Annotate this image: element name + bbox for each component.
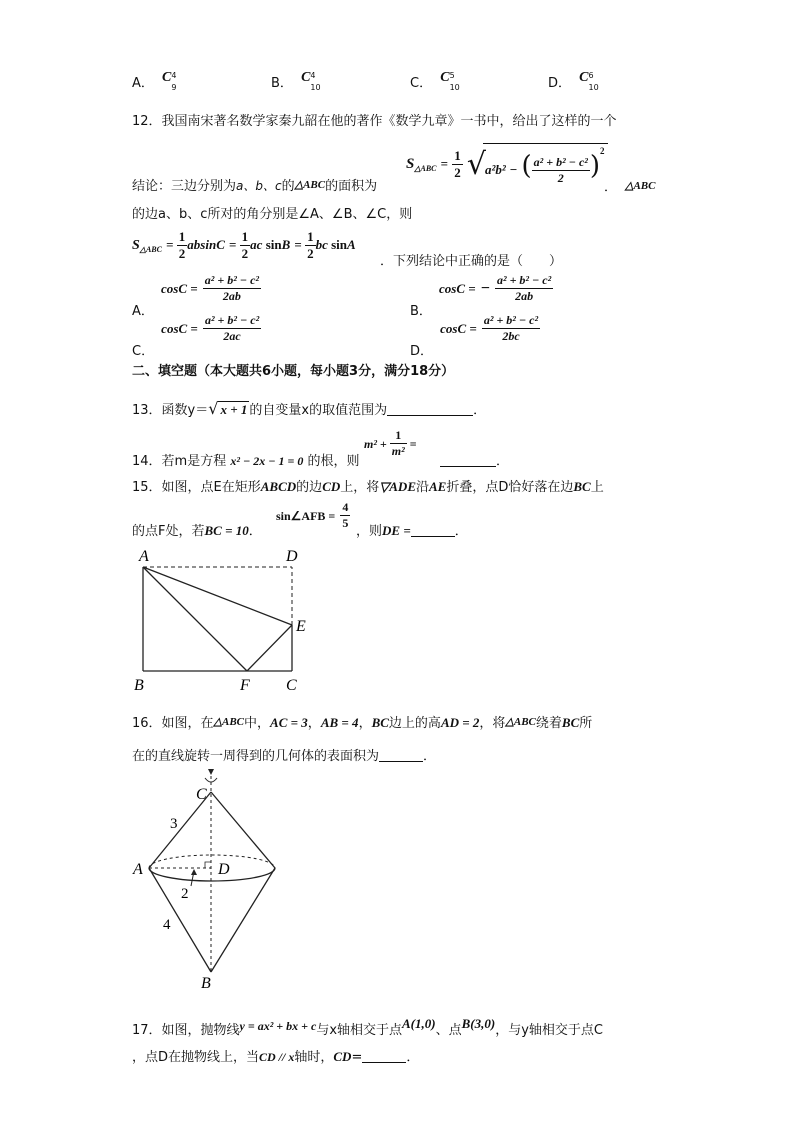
q17-line2: ，点D在抛物线上，当CD // x轴时，CD= ． xyxy=(132,1049,420,1065)
q14: 14．若m是方程 x² − 2x − 1 = 0 的根，则 xyxy=(132,454,360,469)
label-d: D xyxy=(218,861,230,878)
q12-heron-formula: $S_{\triangle ABC}$ = $\frac{1}{2}$ √a²b² − ( $\frac{\text{a² + b² − c²}}{2}$ )$^2$ xyxy=(406,143,608,186)
q15-line1: 15．如图，点E在矩形ABCD的边CD上，将▽ADE沿AE折叠，点D恰好落在边BC上 xyxy=(132,479,604,495)
q15-line2-end: ，则DE = ． xyxy=(356,523,468,539)
q11-option-c: C． C 5 10 xyxy=(410,70,460,92)
q12-option-d: $_{D.}$ cosC = $\frac{\text{a² + b² − c²}}{2bc}$ xyxy=(410,313,539,359)
pointer-head-icon xyxy=(191,869,197,875)
q14-blank: ． xyxy=(440,450,509,469)
label-ab-length: 4 xyxy=(163,917,171,933)
q12-line4: ．下列结论中正确的是（ ） xyxy=(380,254,563,269)
label-e: E xyxy=(296,618,306,635)
label-a: A xyxy=(139,548,149,565)
q15-line2: 的点F处，若BC = 10． xyxy=(132,523,262,539)
q15-rectangle-figure xyxy=(130,543,310,695)
label-c: C xyxy=(286,677,297,694)
q15-sine: sin∠AFB = $\frac{4}{5}$ xyxy=(276,500,349,530)
q11-option-b: B． C 4 10 xyxy=(271,70,321,92)
ellipse-front xyxy=(149,868,275,881)
q12-line2-end: ． △ABC xyxy=(604,180,656,195)
q16-line2: 在的直线旋转一周得到的几何体的表面积为 ． xyxy=(132,749,437,764)
ellipse-back xyxy=(149,855,275,868)
label-c: C xyxy=(196,786,207,803)
q12-sine-formula: $S_{\triangle ABC}$ = $\frac{1}{2}$ absinC = $\frac{1}{2}$ ac sinB = $\frac{1}{2}$ bc sinA xyxy=(132,229,356,261)
q16-line1: 16．如图，在△ABC中，AC = 3，AB = 4，BC边上的高AD = 2，将△ABC绕着BC所 xyxy=(132,715,593,731)
q12-line2: 结论：三边分别为a、b、c的△ABC的面积为 xyxy=(132,179,378,194)
label-b: B xyxy=(134,677,144,694)
label-ac-length: 3 xyxy=(170,816,178,832)
section-heading: 二、填空题（本大题共6小题，每小题3分，满分18分） xyxy=(132,364,455,379)
q11-option-d: D． C 6 10 xyxy=(548,70,599,92)
label-d: D xyxy=(286,548,298,565)
segment-af xyxy=(143,567,247,671)
label-b: B xyxy=(201,975,211,992)
right-angle-mark xyxy=(205,862,211,868)
edge-ab xyxy=(149,868,211,972)
q13: 13．函数y＝√ x + 1 的自变量x的取值范围为 ． xyxy=(132,399,487,418)
q12-line3: 的边a、b、c所对的角分别是∠A、∠B、∠C，则 xyxy=(132,207,413,222)
fold-ae xyxy=(143,567,292,625)
q12-option-b: $_{B.}$ cosC = − $\frac{\text{a² + b² − c²}}{2ab}$ xyxy=(410,273,552,319)
q12-option-c: $_{C.}$ cosC = $\frac{\text{a² + b² − c²}}{2ac}$ xyxy=(132,313,260,359)
q12-option-a: $_{A.}$ cosC = $\frac{\text{a² + b² − c²}}{2ab}$ xyxy=(132,273,259,319)
q16-double-cone-figure xyxy=(128,768,288,994)
q17-line1: 17．如图，抛物线y = ax² + bx + c与x轴相交于点A(1,0)、点B(3,0)，与y轴相交于点C xyxy=(132,1016,603,1038)
label-a: A xyxy=(133,861,143,878)
segment-fe xyxy=(247,625,292,671)
edge-b-right xyxy=(211,868,275,972)
edge-ca xyxy=(149,792,211,868)
arrow-head-icon xyxy=(208,769,214,775)
q14-expression: m² + $\frac{1}{\text{m²}}$ = xyxy=(364,428,417,458)
label-ad-length: 2 xyxy=(181,886,189,902)
q11-option-a: A． C 4 9 xyxy=(132,70,177,92)
label-f: F xyxy=(240,677,250,694)
q12-line1: 12．我国南宋著名数学家秦九韶在他的著作《数学九章》一书中，给出了这样的一个 xyxy=(132,114,617,129)
